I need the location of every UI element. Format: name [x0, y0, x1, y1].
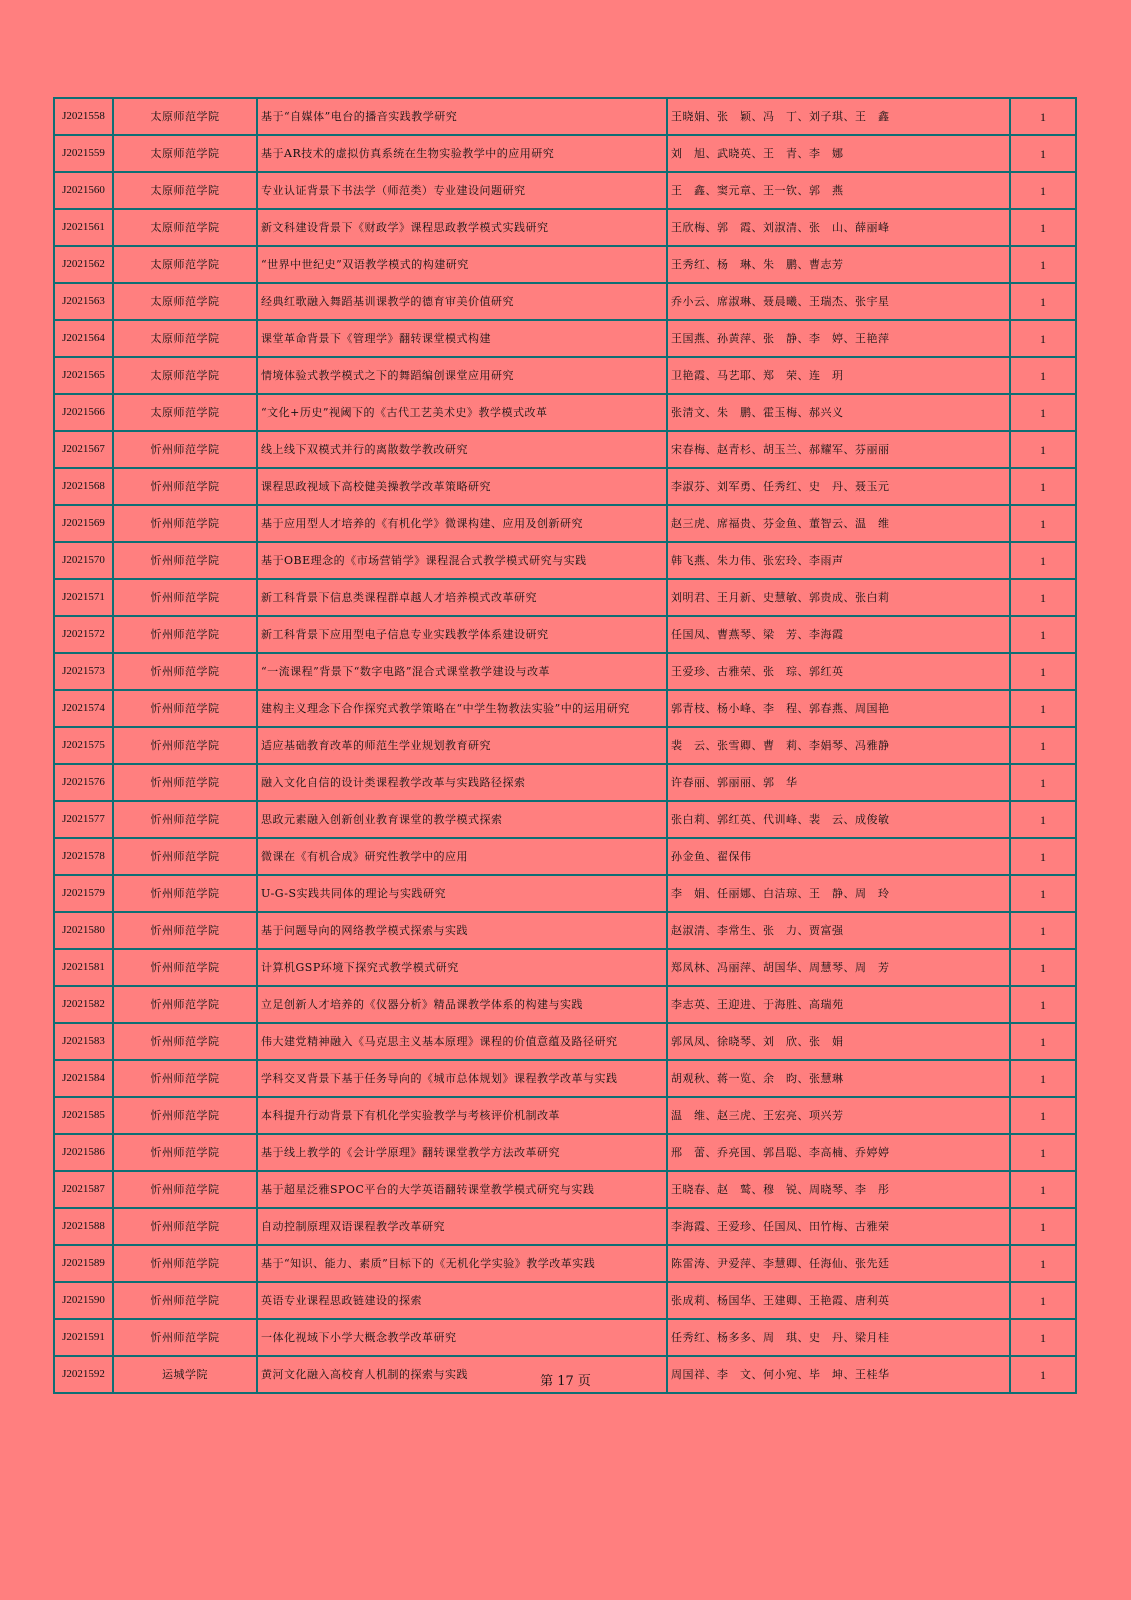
- school-cell: 忻州师范学院: [113, 764, 257, 801]
- project-title-cell: 情境体验式教学模式之下的舞蹈编创课堂应用研究: [257, 357, 667, 394]
- project-code-cell: J2021571: [54, 579, 113, 616]
- table-row: [54, 394, 1076, 431]
- school-cell: 忻州师范学院: [113, 875, 257, 912]
- count-cell: 1: [1010, 1171, 1076, 1208]
- members-cell: 王晓娟、张 颖、冯 丁、刘子琪、王 鑫: [667, 98, 1010, 135]
- project-title-cell: 基于线上教学的《会计学原理》翻转课堂教学方法改革研究: [257, 1134, 667, 1171]
- members-cell: 宋春梅、赵青杉、胡玉兰、郝耀军、芬丽丽: [667, 431, 1010, 468]
- school-cell: 忻州师范学院: [113, 431, 257, 468]
- projects-table-body: [54, 98, 1076, 1393]
- members-cell: 王国燕、孙黄萍、张 静、李 婷、王艳萍: [667, 320, 1010, 357]
- projects-table: [53, 97, 1077, 1394]
- project-code-cell: J2021558: [54, 98, 113, 135]
- table-row: [54, 690, 1076, 727]
- project-title-cell: 课程思政视域下高校健美操教学改革策略研究: [257, 468, 667, 505]
- count-cell: 1: [1010, 838, 1076, 875]
- school-cell: 忻州师范学院: [113, 1097, 257, 1134]
- count-cell: 1: [1010, 949, 1076, 986]
- school-cell: 忻州师范学院: [113, 690, 257, 727]
- table-row: [54, 579, 1076, 616]
- count-cell: 1: [1010, 727, 1076, 764]
- table-row: [54, 283, 1076, 320]
- school-cell: 太原师范学院: [113, 320, 257, 357]
- table-row: [54, 1023, 1076, 1060]
- project-title-cell: 基于问题导向的网络教学模式探索与实践: [257, 912, 667, 949]
- project-code-cell: J2021569: [54, 505, 113, 542]
- count-cell: 1: [1010, 320, 1076, 357]
- count-cell: 1: [1010, 135, 1076, 172]
- members-cell: 张白莉、郭红英、代训峰、裴 云、成俊敏: [667, 801, 1010, 838]
- school-cell: 运城学院: [113, 1356, 257, 1393]
- table-row: [54, 764, 1076, 801]
- project-code-cell: J2021582: [54, 986, 113, 1023]
- school-cell: 忻州师范学院: [113, 1245, 257, 1282]
- project-code-cell: J2021586: [54, 1134, 113, 1171]
- project-title-cell: 基于“知识、能力、素质”目标下的《无机化学实验》教学改革实践: [257, 1245, 667, 1282]
- project-title-cell: “文化+历史”视阈下的《古代工艺美术史》教学模式改革: [257, 394, 667, 431]
- school-cell: 太原师范学院: [113, 172, 257, 209]
- school-cell: 忻州师范学院: [113, 801, 257, 838]
- members-cell: 陈雷涛、尹爱萍、李慧卿、任海仙、张先廷: [667, 1245, 1010, 1282]
- project-title-cell: 基于OBE理念的《市场营销学》课程混合式教学模式研究与实践: [257, 542, 667, 579]
- school-cell: 忻州师范学院: [113, 727, 257, 764]
- project-title-cell: 适应基础教育改革的师范生学业规划教育研究: [257, 727, 667, 764]
- project-code-cell: J2021581: [54, 949, 113, 986]
- table-row: [54, 1245, 1076, 1282]
- project-title-cell: 基于超星泛雅SPOC平台的大学英语翻转课堂教学模式研究与实践: [257, 1171, 667, 1208]
- members-cell: 乔小云、席淑琳、聂晨曦、王瑞杰、张宇星: [667, 283, 1010, 320]
- project-title-cell: 基于AR技术的虚拟仿真系统在生物实验教学中的应用研究: [257, 135, 667, 172]
- table-row: [54, 135, 1076, 172]
- members-cell: 李志英、王迎进、于海胜、高瑞苑: [667, 986, 1010, 1023]
- count-cell: 1: [1010, 394, 1076, 431]
- count-cell: 1: [1010, 209, 1076, 246]
- count-cell: 1: [1010, 98, 1076, 135]
- count-cell: 1: [1010, 468, 1076, 505]
- count-cell: 1: [1010, 1356, 1076, 1393]
- table-row: [54, 320, 1076, 357]
- school-cell: 太原师范学院: [113, 394, 257, 431]
- members-cell: 王欣梅、郭 霞、刘淑清、张 山、薛丽峰: [667, 209, 1010, 246]
- count-cell: 1: [1010, 246, 1076, 283]
- table-row: [54, 1282, 1076, 1319]
- project-title-cell: 专业认证背景下书法学（师范类）专业建设问题研究: [257, 172, 667, 209]
- project-code-cell: J2021577: [54, 801, 113, 838]
- table-row: [54, 1319, 1076, 1356]
- count-cell: 1: [1010, 1208, 1076, 1245]
- project-title-cell: 思政元素融入创新创业教育课堂的教学模式探索: [257, 801, 667, 838]
- members-cell: 王晓春、赵 鹫、穆 锐、周晓琴、李 彤: [667, 1171, 1010, 1208]
- table-row: [54, 505, 1076, 542]
- count-cell: 1: [1010, 653, 1076, 690]
- members-cell: 李海霞、王爱珍、任国凤、田竹梅、古雅荣: [667, 1208, 1010, 1245]
- school-cell: 忻州师范学院: [113, 912, 257, 949]
- table-row: [54, 1171, 1076, 1208]
- members-cell: 赵三虎、席福贵、芬金鱼、董智云、温 维: [667, 505, 1010, 542]
- project-code-cell: J2021559: [54, 135, 113, 172]
- members-cell: 韩飞燕、朱力伟、张宏玲、李雨声: [667, 542, 1010, 579]
- members-cell: 邢 蕾、乔亮国、郭昌聪、李高楠、乔婷婷: [667, 1134, 1010, 1171]
- project-code-cell: J2021590: [54, 1282, 113, 1319]
- project-title-cell: 本科提升行动背景下有机化学实验教学与考核评价机制改革: [257, 1097, 667, 1134]
- count-cell: 1: [1010, 801, 1076, 838]
- table-row: [54, 949, 1076, 986]
- school-cell: 忻州师范学院: [113, 1171, 257, 1208]
- project-code-cell: J2021567: [54, 431, 113, 468]
- school-cell: 太原师范学院: [113, 98, 257, 135]
- school-cell: 忻州师范学院: [113, 1208, 257, 1245]
- project-code-cell: J2021591: [54, 1319, 113, 1356]
- school-cell: 太原师范学院: [113, 135, 257, 172]
- project-title-cell: 学科交叉背景下基于任务导向的《城市总体规划》课程教学改革与实践: [257, 1060, 667, 1097]
- project-title-cell: 新工科背景下信息类课程群卓越人才培养模式改革研究: [257, 579, 667, 616]
- project-code-cell: J2021566: [54, 394, 113, 431]
- members-cell: 任秀红、杨多多、周 琪、史 丹、梁月桂: [667, 1319, 1010, 1356]
- school-cell: 忻州师范学院: [113, 616, 257, 653]
- table-row: [54, 468, 1076, 505]
- project-title-cell: “一流课程”背景下“数字电路”混合式课堂教学建设与改革: [257, 653, 667, 690]
- table-row: [54, 653, 1076, 690]
- count-cell: 1: [1010, 1319, 1076, 1356]
- school-cell: 忻州师范学院: [113, 1282, 257, 1319]
- school-cell: 忻州师范学院: [113, 838, 257, 875]
- count-cell: 1: [1010, 1282, 1076, 1319]
- project-code-cell: J2021584: [54, 1060, 113, 1097]
- project-code-cell: J2021578: [54, 838, 113, 875]
- members-cell: 郭凤凤、徐晓琴、刘 欣、张 娟: [667, 1023, 1010, 1060]
- page-number: 第 17 页: [540, 1374, 591, 1389]
- count-cell: 1: [1010, 283, 1076, 320]
- project-code-cell: J2021585: [54, 1097, 113, 1134]
- project-code-cell: J2021563: [54, 283, 113, 320]
- count-cell: 1: [1010, 431, 1076, 468]
- count-cell: 1: [1010, 1134, 1076, 1171]
- members-cell: 许春丽、郭丽丽、郭 华: [667, 764, 1010, 801]
- project-code-cell: J2021564: [54, 320, 113, 357]
- project-title-cell: “世界中世纪史”双语教学模式的构建研究: [257, 246, 667, 283]
- count-cell: 1: [1010, 1245, 1076, 1282]
- table-row: [54, 1060, 1076, 1097]
- table-row: [54, 1134, 1076, 1171]
- school-cell: 忻州师范学院: [113, 579, 257, 616]
- school-cell: 太原师范学院: [113, 209, 257, 246]
- members-cell: 赵淑清、李常生、张 力、贾富强: [667, 912, 1010, 949]
- project-code-cell: J2021575: [54, 727, 113, 764]
- school-cell: 忻州师范学院: [113, 653, 257, 690]
- table-row: [54, 1208, 1076, 1245]
- project-code-cell: J2021588: [54, 1208, 113, 1245]
- table-row: [54, 357, 1076, 394]
- project-title-cell: 自动控制原理双语课程教学改革研究: [257, 1208, 667, 1245]
- project-code-cell: J2021562: [54, 246, 113, 283]
- members-cell: 刘 旭、武晓英、王 青、李 娜: [667, 135, 1010, 172]
- count-cell: 1: [1010, 986, 1076, 1023]
- count-cell: 1: [1010, 1060, 1076, 1097]
- project-code-cell: J2021587: [54, 1171, 113, 1208]
- members-cell: 李淑芬、刘军勇、任秀红、史 丹、聂玉元: [667, 468, 1010, 505]
- project-code-cell: J2021576: [54, 764, 113, 801]
- project-code-cell: J2021570: [54, 542, 113, 579]
- project-code-cell: J2021568: [54, 468, 113, 505]
- project-code-cell: J2021572: [54, 616, 113, 653]
- count-cell: 1: [1010, 690, 1076, 727]
- table-row: [54, 209, 1076, 246]
- members-cell: 王 鑫、窦元章、王一钦、郭 燕: [667, 172, 1010, 209]
- table-row: [54, 875, 1076, 912]
- table-row: [54, 616, 1076, 653]
- table-row: [54, 838, 1076, 875]
- project-title-cell: U-G-S实践共同体的理论与实践研究: [257, 875, 667, 912]
- project-code-cell: J2021565: [54, 357, 113, 394]
- school-cell: 太原师范学院: [113, 283, 257, 320]
- project-title-cell: 线上线下双模式并行的离散数学教改研究: [257, 431, 667, 468]
- project-title-cell: 新工科背景下应用型电子信息专业实践教学体系建设研究: [257, 616, 667, 653]
- count-cell: 1: [1010, 616, 1076, 653]
- members-cell: 刘明君、王月新、史慧敏、郭贵成、张白莉: [667, 579, 1010, 616]
- project-title-cell: 黄河文化融入高校育人机制的探索与实践: [257, 1356, 667, 1393]
- table-row: [54, 1097, 1076, 1134]
- members-cell: 胡观秋、蒋一览、余 昀、张慧琳: [667, 1060, 1010, 1097]
- project-title-cell: 基于“自媒体”电台的播音实践教学研究: [257, 98, 667, 135]
- members-cell: 王秀红、杨 琳、朱 鹏、曹志芳: [667, 246, 1010, 283]
- project-code-cell: J2021580: [54, 912, 113, 949]
- count-cell: 1: [1010, 1023, 1076, 1060]
- table-row: [54, 912, 1076, 949]
- table-row: [54, 98, 1076, 135]
- project-title-cell: 课堂革命背景下《管理学》翻转课堂模式构建: [257, 320, 667, 357]
- members-cell: 裴 云、张雪卿、曹 莉、李娟琴、冯雅静: [667, 727, 1010, 764]
- school-cell: 忻州师范学院: [113, 505, 257, 542]
- school-cell: 忻州师范学院: [113, 542, 257, 579]
- table-row: [54, 986, 1076, 1023]
- count-cell: 1: [1010, 764, 1076, 801]
- members-cell: 郭青枝、杨小峰、李 程、郭春燕、周国艳: [667, 690, 1010, 727]
- members-cell: 张成莉、杨国华、王建卿、王艳霞、唐利英: [667, 1282, 1010, 1319]
- table-row: [54, 801, 1076, 838]
- count-cell: 1: [1010, 172, 1076, 209]
- school-cell: 太原师范学院: [113, 357, 257, 394]
- school-cell: 忻州师范学院: [113, 1134, 257, 1171]
- table-row: [54, 727, 1076, 764]
- school-cell: 忻州师范学院: [113, 986, 257, 1023]
- members-cell: 张清文、朱 鹏、霍玉梅、郝兴义: [667, 394, 1010, 431]
- members-cell: 李 娟、任丽娜、白洁琼、王 静、周 玲: [667, 875, 1010, 912]
- project-code-cell: J2021574: [54, 690, 113, 727]
- project-title-cell: 经典红歌融入舞蹈基训课教学的德育审美价值研究: [257, 283, 667, 320]
- project-title-cell: 新文科建设背景下《财政学》课程思政教学模式实践研究: [257, 209, 667, 246]
- table-row: [54, 246, 1076, 283]
- count-cell: 1: [1010, 357, 1076, 394]
- count-cell: 1: [1010, 912, 1076, 949]
- project-code-cell: J2021583: [54, 1023, 113, 1060]
- project-title-cell: 计算机GSP环境下探究式教学模式研究: [257, 949, 667, 986]
- school-cell: 忻州师范学院: [113, 468, 257, 505]
- members-cell: 周国祥、李 文、何小宛、毕 坤、王桂华: [667, 1356, 1010, 1393]
- table-row: [54, 172, 1076, 209]
- count-cell: 1: [1010, 875, 1076, 912]
- project-title-cell: 伟大建党精神融入《马克思主义基本原理》课程的价值意蕴及路径研究: [257, 1023, 667, 1060]
- school-cell: 忻州师范学院: [113, 1023, 257, 1060]
- projects-table-container: [53, 97, 1077, 1394]
- members-cell: 孙金鱼、翟保伟: [667, 838, 1010, 875]
- count-cell: 1: [1010, 1097, 1076, 1134]
- project-code-cell: J2021592: [54, 1356, 113, 1393]
- count-cell: 1: [1010, 542, 1076, 579]
- project-code-cell: J2021573: [54, 653, 113, 690]
- project-title-cell: 建构主义理念下合作探究式教学策略在“中学生物教法实验”中的运用研究: [257, 690, 667, 727]
- members-cell: 任国凤、曹燕琴、梁 芳、李海霞: [667, 616, 1010, 653]
- members-cell: 王爱珍、古雅荣、张 琮、郭红英: [667, 653, 1010, 690]
- members-cell: 卫艳霞、马艺耶、郑 荣、连 玥: [667, 357, 1010, 394]
- project-code-cell: J2021579: [54, 875, 113, 912]
- project-title-cell: 融入文化自信的设计类课程教学改革与实践路径探索: [257, 764, 667, 801]
- count-cell: 1: [1010, 505, 1076, 542]
- table-row: [54, 542, 1076, 579]
- project-title-cell: 一体化视域下小学大概念教学改革研究: [257, 1319, 667, 1356]
- project-title-cell: 英语专业课程思政链建设的探索: [257, 1282, 667, 1319]
- project-title-cell: 立足创新人才培养的《仪器分析》精品课教学体系的构建与实践: [257, 986, 667, 1023]
- school-cell: 忻州师范学院: [113, 949, 257, 986]
- table-row: [54, 431, 1076, 468]
- school-cell: 太原师范学院: [113, 246, 257, 283]
- project-title-cell: 微课在《有机合成》研究性教学中的应用: [257, 838, 667, 875]
- project-code-cell: J2021561: [54, 209, 113, 246]
- project-code-cell: J2021589: [54, 1245, 113, 1282]
- members-cell: 温 维、赵三虎、王宏亮、项兴芳: [667, 1097, 1010, 1134]
- members-cell: 郑凤林、冯丽萍、胡国华、周慧琴、周 芳: [667, 949, 1010, 986]
- school-cell: 忻州师范学院: [113, 1319, 257, 1356]
- project-code-cell: J2021560: [54, 172, 113, 209]
- project-title-cell: 基于应用型人才培养的《有机化学》微课构建、应用及创新研究: [257, 505, 667, 542]
- school-cell: 忻州师范学院: [113, 1060, 257, 1097]
- count-cell: 1: [1010, 579, 1076, 616]
